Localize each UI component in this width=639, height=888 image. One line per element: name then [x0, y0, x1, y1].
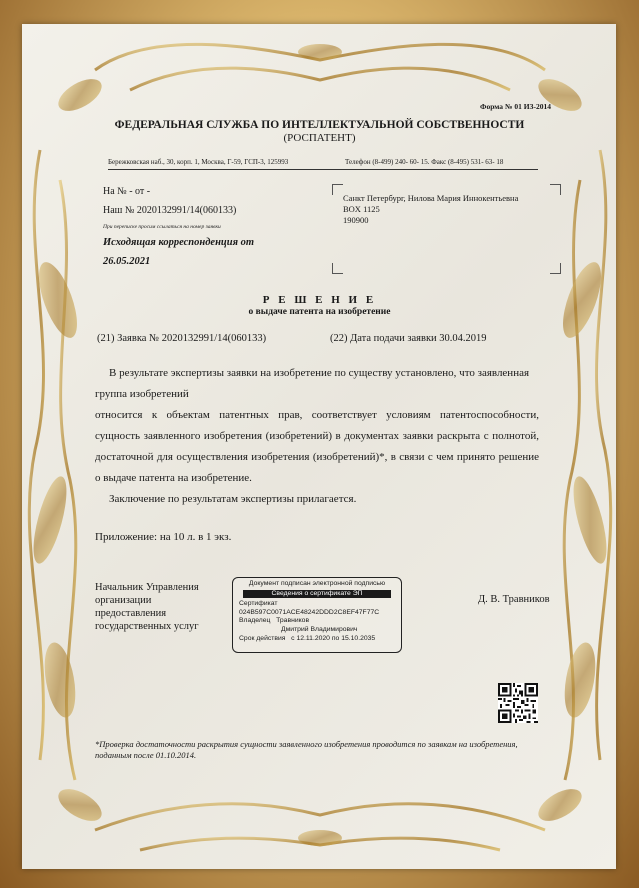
decision-paragraph-2: Заключение по результатам экспертизы прилагается.	[109, 493, 357, 505]
qr-code	[498, 683, 538, 723]
electronic-signature-stamp	[232, 577, 402, 653]
stamp-cert-label: Сертификат	[239, 600, 278, 608]
outgoing-correspondence-date: 26.05.2021	[103, 256, 151, 267]
signer-position-line-3: предоставления	[95, 608, 167, 619]
stamp-owner-label: Владелец	[239, 617, 271, 625]
agency-contacts: Телефон (8-499) 240- 60- 15. Факс (8-495) 531- 63- 18	[345, 158, 504, 166]
address-corner-tr	[550, 184, 561, 195]
decision-paragraph-1b: относится к объектам патентных прав, соответствует условиям патентоспособности, сущность заявленного изобретения (изобретений) в документах заявки раскрыта с полнотой, достаточной для осуществления изобретения (изобретений)*, в связи с чем принято решение о выдаче патента на изобретение.	[95, 409, 539, 484]
reference-note: При переписке просим ссылаться на номер заявки	[103, 224, 221, 230]
application-number: (21) Заявка № 2020132991/14(060133)	[97, 333, 267, 344]
agency-name: ФЕДЕРАЛЬНАЯ СЛУЖБА ПО ИНТЕЛЛЕКТУАЛЬНОЙ СОБСТВЕННОСТИ	[114, 119, 525, 131]
decision-paragraph-1a: В результате экспертизы заявки на изобретение по существу установлено, что заявленная группа изобретений	[95, 367, 530, 400]
decision-title: Р Е Ш Е Н И Е	[262, 294, 377, 306]
agency-address: Бережковская наб., 30, корп. 1, Москва, Г-59, ГСП-3, 125993	[108, 158, 289, 166]
stamp-cert-value: 024B597C0071ACE48242DDD2C8EF47F77C	[239, 608, 380, 616]
signer-position-line-1: Начальник Управления	[95, 582, 199, 593]
header-divider	[108, 169, 538, 170]
stamp-owner-name: Дмитрий Владимирович	[281, 625, 358, 633]
address-corner-bl	[332, 263, 343, 274]
form-number: Форма № 01 ИЗ-2014	[480, 102, 552, 111]
filing-date: (22) Дата подачи заявки 30.04.2019	[330, 333, 487, 344]
signer-position-line-2: организации	[95, 595, 152, 606]
stamp-certificate-bar: Сведения о сертификате ЭП	[243, 590, 391, 599]
agency-short-name: (РОСПАТЕНТ)	[283, 132, 356, 144]
stamp-validity-value: с 12.11.2020 по 15.10.2035	[291, 634, 376, 642]
decision-subtitle: о выдаче патента на изобретение	[248, 307, 391, 317]
stamp-owner-surname: Травников	[276, 617, 310, 625]
address-corner-br	[550, 263, 561, 274]
incoming-reference: На № - от -	[103, 186, 151, 197]
recipient-line-1: Санкт Петербург, Нилова Мария Иннокентьевна	[343, 193, 519, 203]
signer-position	[95, 581, 199, 633]
stamp-validity-label: Срок действия	[239, 634, 286, 642]
signer-name: Д. В. Травников	[478, 594, 550, 605]
recipient-line-3: 190900	[343, 215, 369, 225]
decision-body	[95, 363, 539, 510]
stamp-header: Документ подписан электронной подписью	[248, 580, 386, 587]
attachment-line: Приложение: на 10 л. в 1 экз.	[95, 531, 232, 543]
outgoing-correspondence-label: Исходящая корреспонденция от	[103, 237, 255, 248]
signer-position-line-4: государственных услуг	[95, 621, 199, 632]
our-reference: Наш № 2020132991/14(060133)	[103, 205, 237, 216]
address-corner-tl	[332, 184, 343, 195]
recipient-line-2: BOX 1125	[343, 204, 380, 214]
footnote: *Проверка достаточности раскрытия сущности заявленного изобретения проводится по заявкам на изобретения, поданным после 01.10.2014.	[95, 739, 518, 760]
